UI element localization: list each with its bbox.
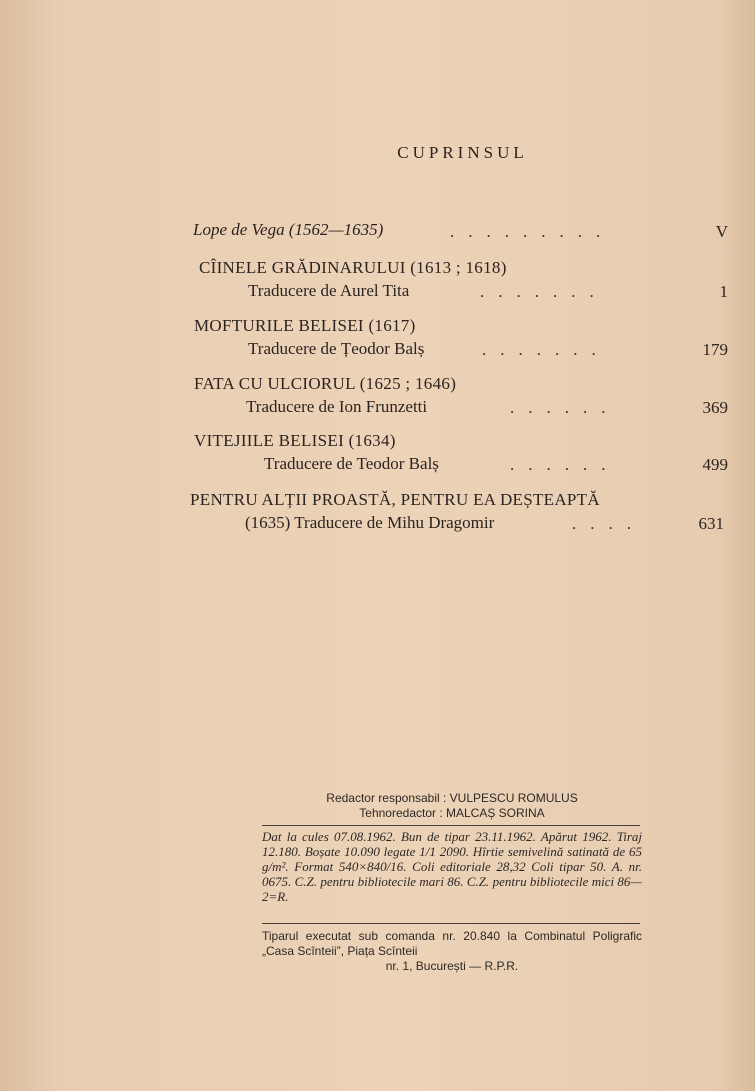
divider	[262, 923, 640, 924]
printer-address: nr. 1, București — R.P.R.	[385, 959, 519, 973]
toc-entry-translator: Traducere de Teodor Balș	[264, 454, 439, 473]
leader-dots: ....	[572, 514, 645, 533]
print-details: Dat la cules 07.08.1962. Bun de tipar 23.11.1962. Apărut 1962. Tiraj 12.180. Boșate 10.090 legate 1/1 2090. Hîrtie semivelină satinată de 65 g/m². Format 540×840/16. Coli editoriale 28,32 Coli tipar 50. A. nr. 0675. C.Z. pentru bibliotecile mari 86. C.Z. pentru bibliotecile mici 86—2=R.	[262, 829, 642, 904]
toc-entry-title: PENTRU ALȚII PROASTĂ, PENTRU EA DEȘTEAPTĂ	[190, 490, 600, 509]
leader-dots: .......	[482, 340, 610, 359]
printer-info	[262, 929, 642, 974]
toc-page-number: 369	[702, 398, 728, 417]
editor-credit: Redactor responsabil : VULPESCU ROMULUS	[326, 791, 578, 805]
toc-entry-translator: Traducere de Aurel Tita	[248, 281, 410, 300]
printer-text: Tiparul executat sub comanda nr. 20.840 la Combinatul Poligrafic „Casa Scînteii”, Piața Scînteii	[262, 929, 642, 958]
toc-entry-title: Lope de Vega (1562—1635)	[193, 220, 384, 239]
toc-entry-title: CÎINELE GRĂDINARULUI (1613 ; 1618)	[199, 258, 507, 277]
leader-dots: .........	[450, 222, 615, 241]
toc-page-number: 1	[719, 282, 728, 301]
toc-entry-title: VITEJIILE BELISEI (1634)	[194, 431, 396, 450]
toc-entry-translator: (1635) Traducere de Mihu Dragomir	[245, 513, 495, 532]
toc-page-number: 631	[698, 514, 724, 533]
toc-entry-translator: Traducere de Țeodor Balș	[248, 339, 425, 358]
toc-entry-title: FATA CU ULCIORUL (1625 ; 1646)	[194, 374, 457, 393]
divider	[262, 825, 640, 826]
colophon-credits	[262, 791, 642, 821]
leader-dots: .......	[480, 282, 608, 301]
toc-page-number: V	[715, 222, 728, 241]
tech-editor-credit: Tehnoredactor : MALCAȘ SORINA	[359, 806, 545, 820]
toc-page-number: 179	[702, 340, 728, 359]
toc-entry-translator: Traducere de Ion Frunzetti	[246, 397, 428, 416]
page-title: CUPRINSUL	[397, 143, 528, 162]
toc-page-number: 499	[702, 455, 728, 474]
toc-entry-title: MOFTURILE BELISEI (1617)	[194, 316, 416, 335]
leader-dots: ......	[510, 398, 620, 417]
leader-dots: ......	[510, 455, 620, 474]
